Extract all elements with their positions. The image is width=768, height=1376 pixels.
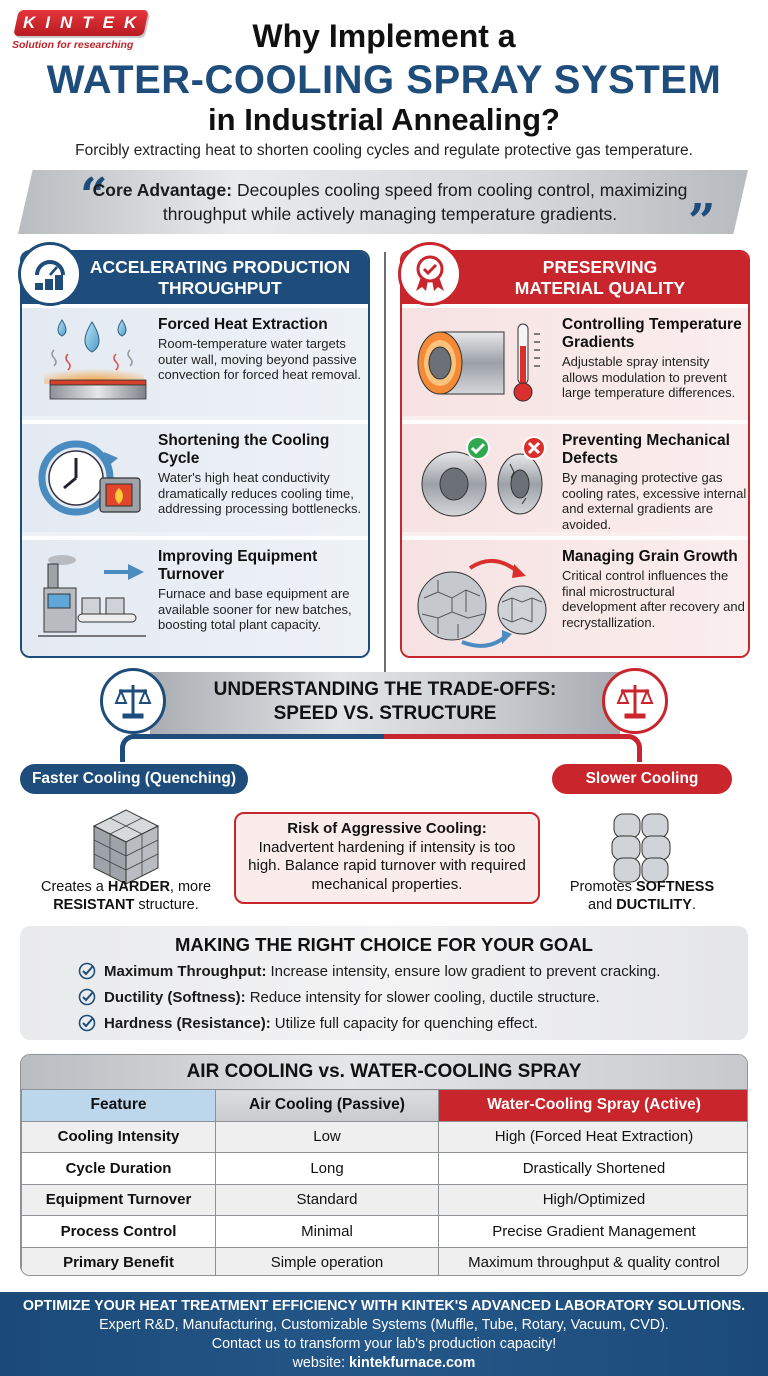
tradeoffs-title-line: UNDERSTANDING THE TRADE-OFFS: [213,679,557,700]
table-cell: Cooling Intensity [22,1121,216,1153]
logo-tagline: Solution for researching [12,39,134,51]
caption-emphasis: SOFTNESS [635,879,715,895]
table-cell: Cycle Duration [22,1153,216,1185]
choice-text: Reduce intensity for slower cooling, ductile structure. [249,988,600,1006]
choice-label: Hardness (Resistance): [104,1014,271,1032]
slower-cooling-label: Slower Cooling [552,764,732,794]
table-cell: Maximum throughput & quality control [439,1247,749,1276]
logo-brand: KINTEK [23,13,147,32]
footer-headline: OPTIMIZE YOUR HEAT TREATMENT EFFICIENCY WITH KINTEK'S ADVANCED LABORATORY SOLUTIONS. [22,1298,746,1314]
core-advantage-text: Decouples cooling speed from cooling control, maximizing throughput while actively managing temperature gradients. [162,180,688,224]
item-title: Shortening the Cooling Cycle [158,432,330,467]
tradeoffs-title-line: SPEED VS. STRUCTURE [273,703,497,724]
scale-icon [602,668,668,734]
panel-title-line: PRESERVING [542,257,658,277]
coil-thermometer-icon [414,318,554,408]
open-quote-icon: “ [80,168,108,224]
panel-title-line: ACCELERATING PRODUCTION [89,257,351,277]
item-text: Room-temperature water targets outer wall, moving beyond passive convection for forced heat removal. [158,336,362,382]
title-line-1: Why Implement a [252,18,516,54]
column-header: Water-Cooling Spray (Active) [439,1090,749,1122]
caption-text: . [691,897,696,913]
list-item-grain-growth [402,536,748,658]
right-choice-section [20,926,748,1040]
table-cell: Standard [216,1184,439,1216]
center-divider [384,252,386,692]
scale-icon [100,668,166,734]
table-cell: Minimal [216,1216,439,1248]
choice-label: Ductility (Softness): [104,988,246,1006]
list-item-forced-heat-extraction [22,304,368,416]
comparison-title: AIR COOLING vs. WATER-COOLING SPRAY [21,1055,747,1089]
throughput-panel [20,250,370,658]
slower-cooling-caption [542,878,742,914]
clock-furnace-icon [34,434,152,524]
table-cell: Primary Benefit [22,1247,216,1276]
list-item-controlling-gradients [402,304,748,416]
table-cell: Drastically Shortened [439,1153,749,1185]
choice-text: Increase intensity, ensure low gradient to prevent cracking. [270,962,661,980]
table-row [22,1247,749,1276]
item-title: Improving Equipment Turnover [158,548,318,583]
tradeoffs-title [150,678,620,726]
faster-cooling-label: Faster Cooling (Quenching) [20,764,248,794]
table-cell: Process Control [22,1216,216,1248]
footer-contact: Contact us to transform your lab's production capacity! [211,1336,557,1352]
item-title: Controlling Temperature Gradients [562,316,742,351]
check-circle-icon [78,988,96,1006]
title-line-3: in Industrial Annealing? [208,102,560,137]
core-advantage-label: Core Advantage: [92,180,233,200]
panel-title-line: THROUGHPUT [158,278,282,298]
table-cell: Simple operation [216,1247,439,1276]
water-drops-hot-plate-icon [34,318,152,408]
comparison-table [20,1054,748,1276]
item-text: Adjustable spray intensity allows modulation to prevent large temperature differences. [562,354,736,400]
choice-text: Utilize full capacity for quenching effect. [274,1014,538,1032]
list-item-equipment-turnover [22,536,368,658]
website-label: website: [292,1355,350,1371]
table-row [22,1216,749,1248]
award-ribbon-icon [398,242,462,306]
risk-title: Risk of Aggressive Cooling: [287,820,487,837]
item-title: Preventing Mechanical Defects [562,432,730,467]
branch-connector-slower [384,734,642,762]
panel-title-line: MATERIAL QUALITY [514,278,686,298]
caption-emphasis: RESISTANT [53,897,135,913]
coil-check-cross-icon [414,434,554,524]
table-row [22,1121,749,1153]
table-row [22,1153,749,1185]
footer-website [0,1354,768,1373]
risk-callout [234,812,540,904]
close-quote-icon: ” [688,194,716,250]
table-row [22,1184,749,1216]
caption-emphasis: DUCTILITY [616,897,692,913]
soft-grain-cube-icon [606,808,678,886]
branch-connector-faster [120,734,388,762]
caption-text: Creates a [40,879,108,895]
item-title: Forced Heat Extraction [158,316,328,333]
table-cell: Precise Gradient Management [439,1216,749,1248]
core-advantage [60,178,720,226]
caption-text: , more [169,879,212,895]
choice-item [78,986,600,1008]
item-title: Managing Grain Growth [562,548,738,565]
item-text: Water's high heat conductivity dramatically reduces cooling time, addressing processing bottlenecks. [158,470,362,516]
grain-structure-icon [414,550,554,650]
list-item-preventing-defects [402,420,748,532]
subtitle: Forcibly extracting heat to shorten cooling cycles and regulate protective gas temperature. [75,142,693,159]
list-item-shortening-cooling-cycle [22,420,368,532]
table-cell: Long [216,1153,439,1185]
check-circle-icon [78,1014,96,1032]
title-line-2: WATER-COOLING SPRAY SYSTEM [46,58,722,102]
table-cell: Low [216,1121,439,1153]
item-text: By managing protective gas cooling rates, excessive internal and external gradients are avoided. [562,470,747,532]
item-text: Furnace and base equipment are available sooner for new batches, boosting total plant capacity. [158,586,352,632]
footer-banner [0,1292,768,1376]
hard-grain-cube-icon [90,808,162,886]
caption-text: and [588,897,617,913]
item-text: Critical control influences the final microstructural development after recovery and recrystallization. [562,568,745,630]
choice-item [78,960,660,982]
table-cell: High/Optimized [439,1184,749,1216]
column-header: Air Cooling (Passive) [216,1090,439,1122]
faster-cooling-caption [26,878,226,914]
caption-text: structure. [134,897,199,913]
footer-services: Expert R&D, Manufacturing, Customizable Systems (Muffle, Tube, Rotary, Vacuum, CVD). [99,1317,669,1333]
choice-title: MAKING THE RIGHT CHOICE FOR YOUR GOAL [175,934,593,955]
table-header-row [22,1090,749,1122]
choice-item [78,1012,538,1034]
factory-conveyor-icon [34,550,152,640]
caption-emphasis: HARDER [107,879,170,895]
gauge-chart-icon [18,242,82,306]
website-link[interactable]: kintekfurnace.com [349,1355,476,1371]
table-cell: Equipment Turnover [22,1184,216,1216]
quality-panel [400,250,750,658]
column-header: Feature [22,1090,216,1122]
risk-text: Inadvertent hardening if intensity is too high. Balance rapid turnover with required mechanical properties. [248,838,526,893]
check-circle-icon [78,962,96,980]
choice-label: Maximum Throughput: [104,962,267,980]
caption-text: Promotes [569,879,636,895]
table-cell: High (Forced Heat Extraction) [439,1121,749,1153]
